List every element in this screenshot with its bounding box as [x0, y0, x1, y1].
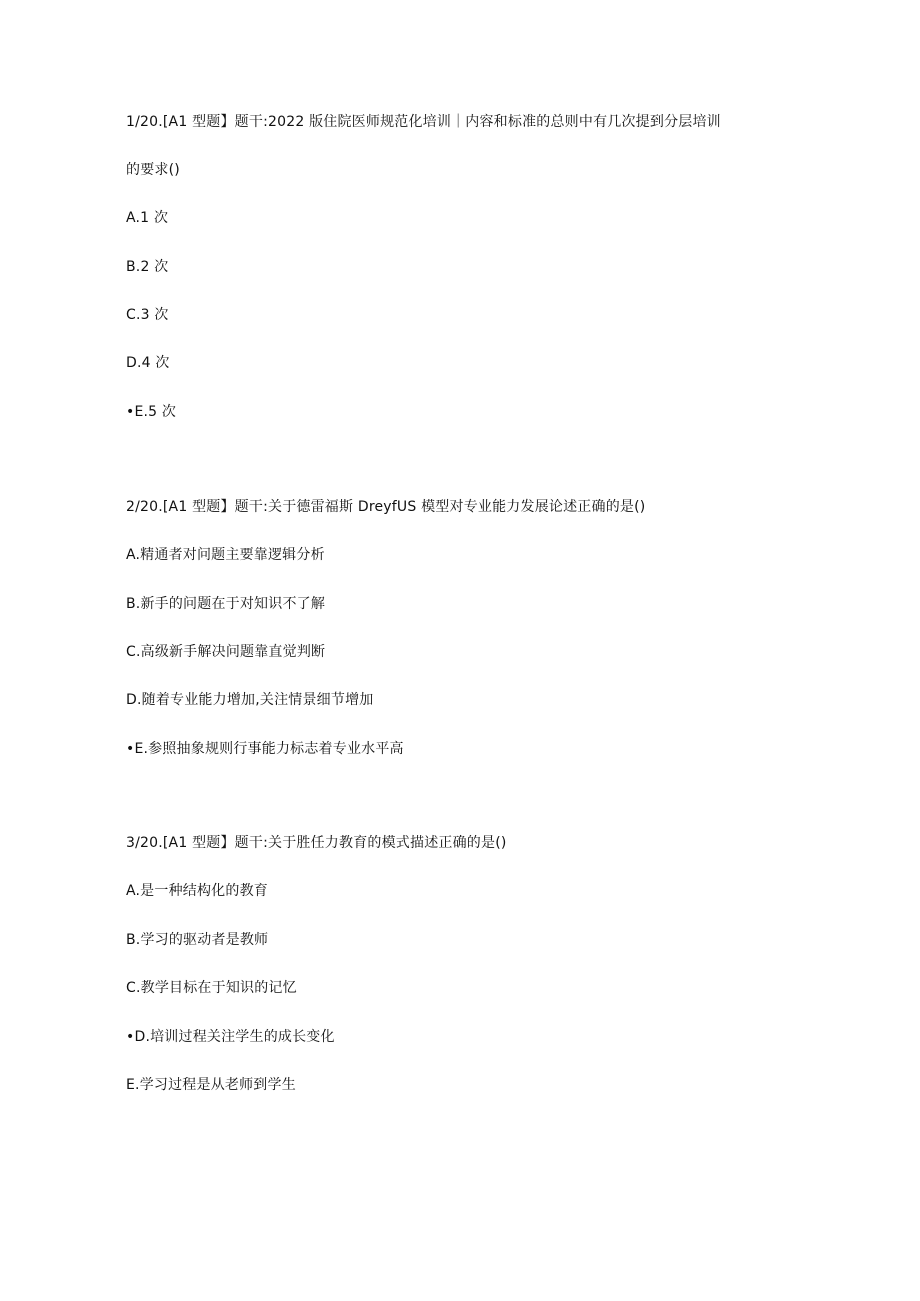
question-1-stem-continued: 的要求(): [126, 162, 180, 178]
question-2-stem: 2/20.[A1 型题】题干:关于德雷福斯 DreyfUS 模型对专业能力发展论述正确的是(): [126, 499, 646, 515]
question-2-option-c: C.高级新手解决问题靠直觉判断: [126, 644, 326, 660]
question-3-option-e: E.学习过程是从老师到学生: [126, 1077, 296, 1093]
question-3-option-d: •D.培训过程关注学生的成长变化: [126, 1029, 335, 1045]
question-3-option-b: B.学习的驱动者是教师: [126, 932, 269, 948]
question-3-option-c: C.教学目标在于知识的记忆: [126, 980, 297, 996]
question-2-option-d: D.随着专业能力增加,关注情景细节增加: [126, 692, 374, 708]
question-2-option-e: •E.参照抽象规则行事能力标志着专业水平高: [126, 741, 404, 757]
question-2-option-a: A.精通者对问题主要靠逻辑分析: [126, 547, 325, 563]
question-3-option-a: A.是一种结构化的教育: [126, 883, 268, 899]
question-1-stem: 1/20.[A1 型题】题干:2022 版住院医师规范化培训｜内容和标准的总则中有几次提到分层培训: [126, 114, 721, 130]
question-1-option-b: B.2 次: [126, 259, 169, 275]
question-1-option-e: •E.5 次: [126, 404, 177, 420]
question-1-option-a: A.1 次: [126, 210, 169, 226]
question-1-option-c: C.3 次: [126, 307, 169, 323]
question-2-option-b: B.新手的问题在于对知识不了解: [126, 596, 326, 612]
question-3-stem: 3/20.[A1 型题】题干:关于胜任力教育的模式描述正确的是(): [126, 835, 507, 851]
question-1-option-d: D.4 次: [126, 355, 170, 371]
